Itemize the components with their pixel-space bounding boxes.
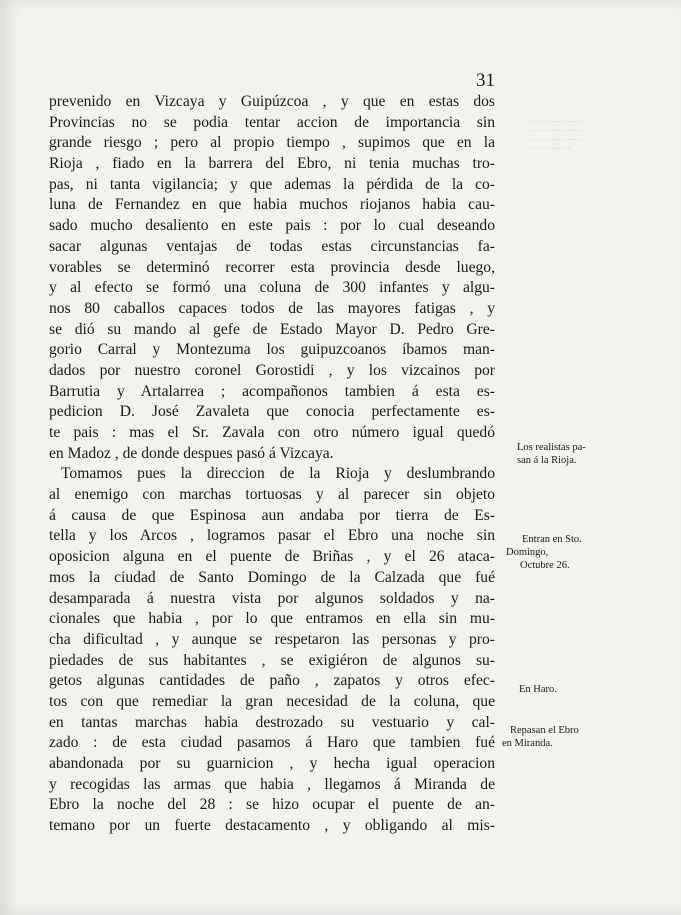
margin-note-miranda	[502, 724, 579, 750]
text-line: Tomamos pues la direccion de la Rioja y deslumbrando	[61, 465, 495, 483]
text-line: tella y los Arcos , logramos pasar el Ebro una noche sin	[49, 527, 495, 545]
text-line: Rioja , fiado en la barrera del Ebro, ni tenia muchas tro-	[49, 155, 495, 173]
text-line: mos la ciudad de Santo Domingo de la Calzada que fué	[49, 568, 495, 586]
text-line: sacar algunas ventajas de todas estas circunstancias fa-	[49, 237, 495, 255]
text-line: Ebro la noche del 28 : se hizo ocupar el puente de an-	[49, 796, 495, 814]
margin-note-line: Domingo,	[506, 547, 549, 558]
margin-note-realistas	[517, 441, 586, 467]
margin-note-line: en Miranda.	[502, 738, 553, 749]
text-line: nos 80 caballos capaces todos de las mayores fatigas , y	[49, 299, 495, 317]
margin-note-line: Los realistas pa-	[517, 442, 586, 453]
text-line: desamparada á nuestra vista por algunos soldados y na-	[49, 589, 495, 607]
text-line: y al efecto se formó una coluna de 300 infantes y algu-	[49, 279, 495, 297]
margin-note-santo-domingo	[506, 533, 582, 572]
text-line: Provincias no se podia tentar accion de importancia sin	[49, 113, 495, 131]
text-line: oposicion alguna en el puente de Briñas , y el 26 ataca-	[49, 548, 495, 566]
text-line: dados por nuestro coronel Gorostidi , y los vizcainos por	[49, 361, 495, 379]
text-line: getos algunas cantidades de paño , zapatos y otros efec-	[49, 672, 495, 690]
text-line: temano por un fuerte destacamento , y obligando al mis-	[49, 817, 495, 835]
text-line: zado : de esta ciudad pasamos á Haro que tambien fué	[49, 734, 495, 752]
margin-note-line: Repasan el Ebro	[510, 725, 579, 736]
margin-note-haro	[519, 683, 557, 696]
text-line: pas, ni tanta vigilancia; y que ademas la pérdida de la co-	[49, 175, 495, 193]
margin-note-line: En Haro.	[519, 684, 557, 695]
text-line: se dió su mando al gefe de Estado Mayor D. Pedro Gre-	[49, 320, 495, 338]
text-line: y recogidas las armas que habia , llegamos á Miranda de	[49, 775, 495, 793]
text-line: á causa de que Espinosa aun andaba por tierra de Es-	[49, 506, 495, 524]
text-line: en Madoz , de donde despues pasó á Vizcaya.	[49, 444, 334, 462]
margin-note-line: san á la Rioja.	[517, 455, 577, 466]
text-line: cionales que habia , por lo que entramos en ella sin mu-	[49, 610, 495, 628]
margin-note-line: Octubre 26.	[520, 560, 570, 571]
text-line: cha dificultad , y aunque se respetaron las personas y pro-	[49, 630, 495, 648]
text-line: pedicion D. José Zavaleta que conocia perfectamente es-	[49, 403, 495, 421]
text-line: abandonada por su guarnicion , y hecha igual operacion	[49, 755, 495, 772]
bleed-through-text: ······················· ······················· ······················· ··················	[530, 118, 584, 153]
text-line: tos con que remediar la gran necesidad de la coluna, que	[49, 692, 495, 710]
body-text	[49, 92, 495, 837]
text-line: te pais : mas el Sr. Zavala con otro número igual quedó	[49, 424, 495, 441]
text-line: piedades de sus habitantes , se exigiéron de algunos su-	[49, 651, 495, 669]
margin-note-line: Entran en Sto.	[522, 534, 582, 545]
text-line: vorables se determinó recorrer esta provincia desde luego,	[49, 258, 495, 276]
text-line: luna de Fernandez en que habia muchos riojanos habia cau-	[49, 196, 495, 214]
text-line: gorio Carral y Montezuma los guipuzcoanos íbamos man-	[49, 341, 495, 359]
text-line: en tantas marchas habia destrozado su vestuario y cal-	[49, 713, 495, 731]
page-number: 31	[476, 70, 495, 91]
text-line: prevenido en Vizcaya y Guipúzcoa , y que en estas dos	[49, 93, 495, 110]
text-line: grande riesgo ; pero al propio tiempo , supimos que en la	[49, 134, 495, 152]
text-line: sado mucho desaliento en este pais : por lo cual deseando	[49, 217, 495, 235]
text-line: Barrutia y Artalarrea ; acompañonos tambien á esta es-	[49, 382, 495, 400]
text-line: al enemigo con marchas tortuosas y al parecer sin objeto	[49, 486, 495, 504]
